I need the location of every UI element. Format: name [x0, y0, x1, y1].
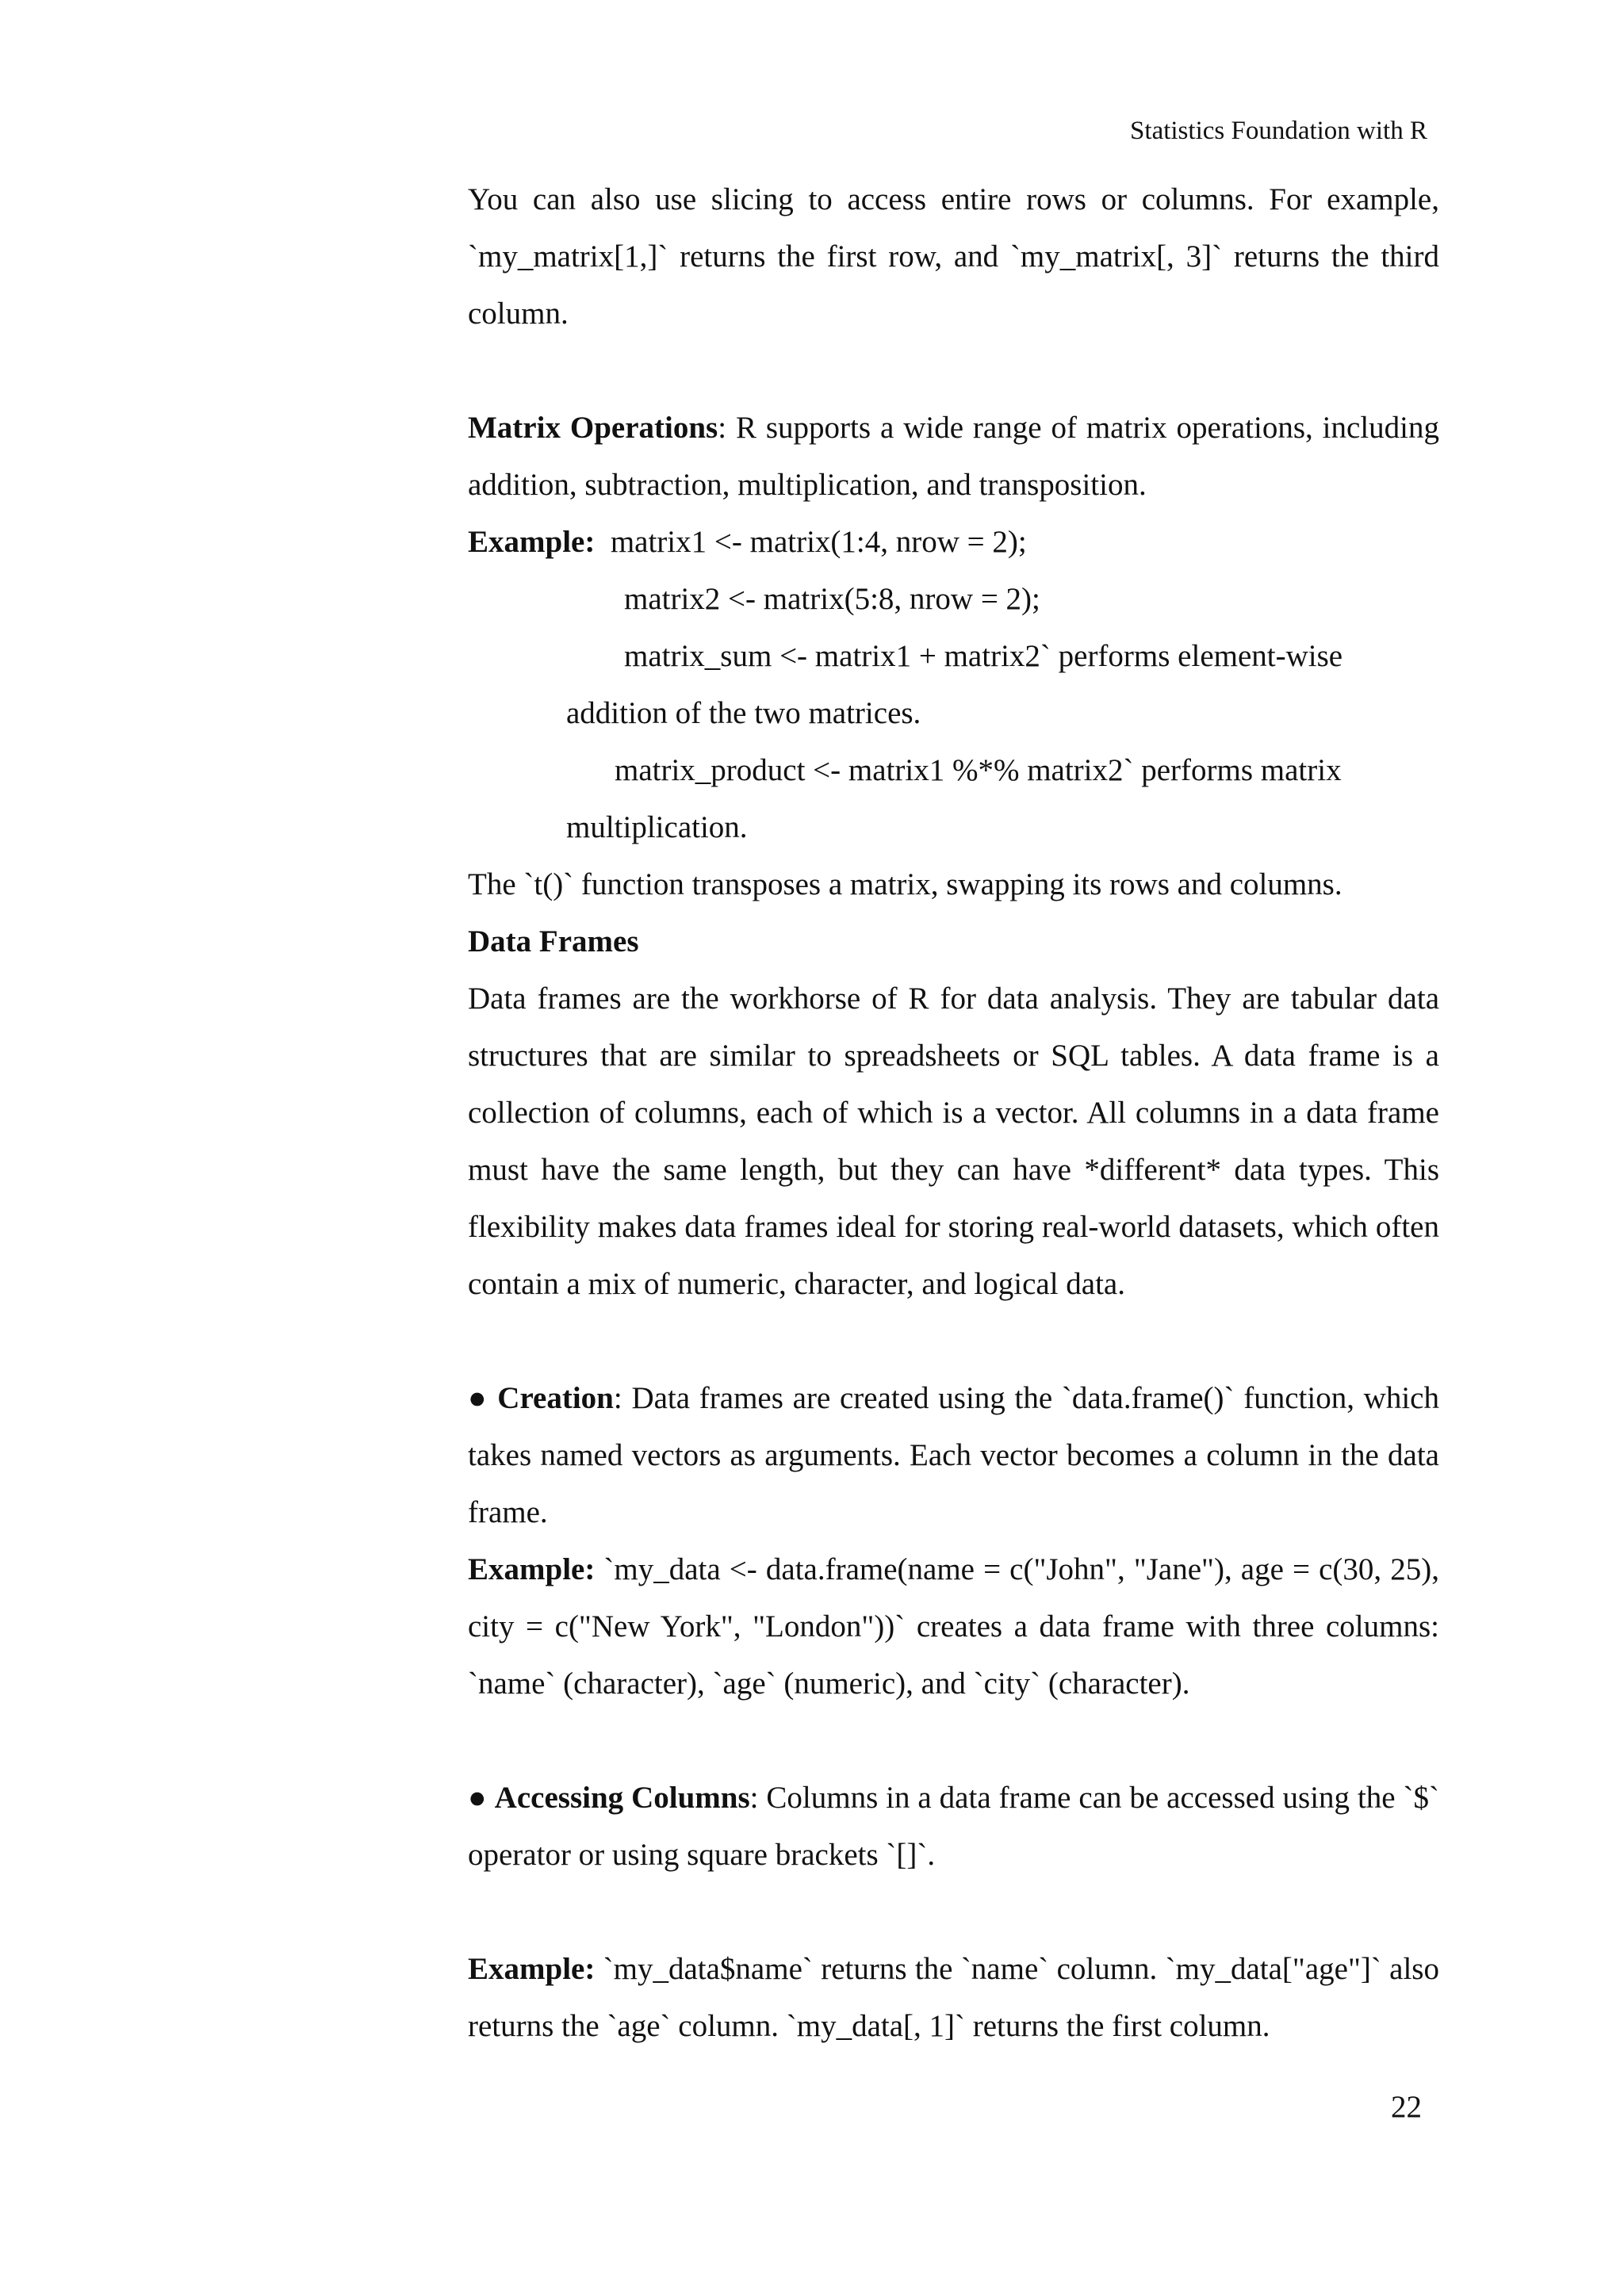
creation-text: : Data frames are created using the `data.frame()` function, which takes named vectors as arguments. Each vector becomes a column in the data frame. [468, 1381, 1439, 1529]
paragraph-gap [468, 1884, 1439, 1941]
matrix-example-line-1 [468, 514, 1439, 571]
section-heading-data-frames: Data Frames [468, 924, 639, 959]
paragraph-gap [468, 342, 1439, 400]
bullet-icon: ● [468, 1381, 488, 1415]
accessing-bullet-paragraph [468, 1770, 1439, 1884]
page-number: 22 [1391, 2090, 1422, 2124]
matrix-example-line-2: matrix2 <- matrix(5:8, nrow = 2); [624, 582, 1040, 616]
code-matrix1: matrix1 <- matrix(1:4, nrow = 2); [610, 525, 1027, 559]
transpose-sentence: The `t()` function transposes a matrix, swapping its rows and columns. [468, 867, 1342, 901]
creation-example-text: `my_data <- data.frame(name = c("John", "Jane"), age = c(30, 25), city = c("New York", "London"))` creates a data frame with three columns: `name` (character), `age` (numeric), and `city` (character). [468, 1552, 1439, 1701]
matrix-operations-paragraph [468, 400, 1439, 514]
matrix-product-continuation: multiplication. [566, 810, 748, 844]
slicing-paragraph: You can also use slicing to access entire rows or columns. For example, `my_matrix[1,]` returns the first row, and `my_matrix[, 3]` returns the third column. [468, 182, 1439, 331]
accessing-columns-text: : Columns in a data frame can be accessed using the `$` operator or using square brackets `[]`. [468, 1781, 1439, 1872]
data-frames-intro: Data frames are the workhorse of R for data analysis. They are tabular data structures that are similar to spreadsheets or SQL tables. A data frame is a collection of columns, each of which is a vector. All columns in a data frame must have the same length, but they can have *different* data types. This flexibility makes data frames ideal for storing real-world datasets, which often contain a mix of numeric, character, and logical data. [468, 982, 1439, 1301]
creation-bullet-paragraph [468, 1370, 1439, 1541]
accessing-example [468, 1941, 1439, 2055]
matrix-operations-label: Matrix Operations [468, 411, 718, 445]
matrix-sum-continuation: addition of the two matrices. [566, 696, 921, 730]
creation-example [468, 1541, 1439, 1712]
matrix-product-line: matrix_product <- matrix1 %*% matrix2` performs matrix [615, 753, 1342, 787]
paragraph-gap [468, 1313, 1439, 1370]
example-label: Example: [468, 525, 596, 559]
page-body [468, 171, 1439, 2055]
accessing-columns-label: Accessing Columns [494, 1781, 750, 1815]
bullet-icon: ● [468, 1781, 487, 1815]
matrix-sum-line: matrix_sum <- matrix1 + matrix2` performs element-wise [624, 639, 1343, 673]
running-header: Statistics Foundation with R [1130, 117, 1427, 145]
paragraph-gap [468, 1712, 1439, 1770]
creation-label: Creation [497, 1381, 614, 1415]
accessing-example-text: `my_data$name` returns the `name` column. `my_data["age"]` also returns the `age` column. `my_data[, 1]` returns the first column. [468, 1952, 1439, 2043]
example-label: Example: [468, 1552, 596, 1586]
example-label: Example: [468, 1952, 596, 1986]
matrix-operations-text: : R supports a wide range of matrix operations, including addition, subtraction, multiplication, and transposition. [468, 411, 1439, 502]
